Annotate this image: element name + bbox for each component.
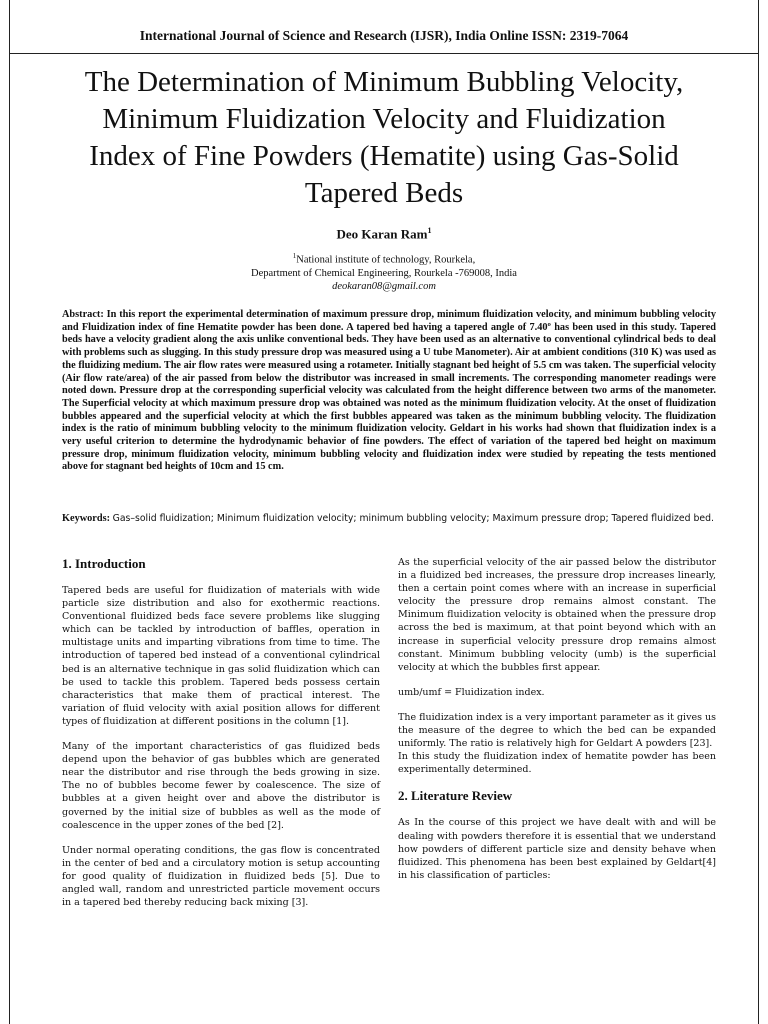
paragraph: In this study the fluidization index of hematite powder has been experimentally determined. <box>398 751 716 776</box>
paragraph: As the superficial velocity of the air passed below the distributor in a fluidized bed increases, the pressure drop increases linearly, then a certain point comes where with an increase in superficial velocity the pressure drop remains almost constant. The Minimum fluidization velocity is obtained when the pressure drop across the bed is maximum, at that point beyond which with an increase in superficial velocity pressure drop remains almost constant. Minimum bubbling velocity (umb) is the superficial velocity at which the bubbles first appear. <box>398 557 716 673</box>
title-line: Minimum Fluidization Velocity and Fluidization <box>102 103 666 135</box>
paper-title <box>30 64 738 212</box>
title-line: Tapered Beds <box>304 177 464 209</box>
affiliation-line-1: $^1$National institute of technology, Rourkela, <box>292 252 476 266</box>
left-column <box>62 556 380 921</box>
right-column <box>398 556 716 894</box>
page-border-left <box>9 0 10 1024</box>
paragraph: Under normal operating conditions, the gas flow is concentrated in the center of bed and a circulatory motion is setup accounting for good quality of fluidization in fluidized beds [5]. Due to angled wall, random and unrestricted particle movement occurs in a tapered bed thereby reducing back mixing [3]. <box>62 844 380 909</box>
paragraph: Tapered beds are useful for fluidization of materials with wide particle size distribution and also for exothermic reactions. Conventional fluidized beds face severe problems like slugging which can be tackled by introduction of baffles, operation in multistage units and imparting vibrations from time to time. The introduction of tapered bed instead of a conventional cylindrical bed is an alternative technique in gas solid fluidization which can be used to tackle this problem. Tapered beds possess certain characteristics that make them of practical interest. The variation of fluid velocity with axial position allows for different types of fluidization at different positions in the column [1]. <box>62 585 380 727</box>
abstract: Abstract: In this report the experimental determination of maximum pressure drop, minimum fluidization velocity, and minimum bubbling velocity and Fluidization index of fine Hematite powder has been done. A tapered bed having a tapered angle of 7.40º has been used in this study. Tapered beds have a velocity gradient along the axis unlike conventional beds. They have been used as an alternative to conventional cylindrical beds to deal with problems such as slugging. In this study pressure drop was measured using a U tube Manometer). Air at ambient conditions (310 K) was used as the fluidizing medium. The air flow rates were measured using a rotameter. Initially stagnant bed height of 5.5 cm was taken. The superficial velocity (Air flow rate/area) of the air passed from below the distributor was increased in small increments. The corresponding manometer readings were noted down. Pressure drop at the corresponding superficial velocity was calculated from the height difference between two arms of the manometer. The Superficial velocity at which maximum pressure drop was obtained was noted as the minimum fluidization velocity. At the onset of fluidization bubbles appeared and the superficial velocity at which the first bubbles appeared was taken as the minimum bubbling velocity. The fluidization index is the ratio of minimum bubbling velocity to the minimum fluidization velocity. Geldart in his works had shown that fluidization index is a very useful criterion to determine the hydrodynamic behavior of fine powders. The effect of variation of the tapered bed height on maximum pressure drop, minimum fluidization velocity, minimum bubbling velocity and fluidization index were studied by repeating the tests mentioned above for stagnant bed heights of 10cm and 15 cm. <box>62 309 716 473</box>
title-line: Index of Fine Powders (Hematite) using Gas-Solid <box>89 140 679 172</box>
author-email: deokaran08@gmail.com <box>332 280 436 292</box>
author-name: Deo Karan Ram <box>336 226 428 242</box>
affiliation-line-2: Department of Chemical Engineering, Rourkela -769008, India <box>251 267 517 279</box>
page-border-right <box>758 0 759 1024</box>
journal-header: International Journal of Science and Research (IJSR), India Online ISSN: 2319-7064 <box>139 28 629 43</box>
keywords-label: Keywords: <box>62 513 111 524</box>
section-heading-introduction: 1. Introduction <box>62 556 146 571</box>
formula-line: umb/umf = Fluidization index. <box>398 686 545 698</box>
affiliation-sup: 1 <box>292 252 297 260</box>
affiliation <box>10 250 758 293</box>
title-line: The Determination of Minimum Bubbling Velocity, <box>84 66 684 98</box>
section-heading-literature-review: 2. Literature Review <box>398 788 513 804</box>
paragraph: Many of the important characteristics of gas fluidized beds depend upon the behavior of gas bubbles which are generated near the distributor and rise through the beds growing in size. The no of bubbles become fewer by coalescence. The size of bubbles at a given height over and above the distributor is governed by the initial size of bubbles as well as the mode of coalescence in the upper zones of the bed [2]. <box>62 741 380 831</box>
author-sup: 1 <box>427 226 432 235</box>
paragraph: As In the course of this project we have dealt with and will be dealing with powders therefore it is essential that we understand how powders of different particle size and density behave when fluidized. This phenomena has been best explained by Geldart[4] in his classification of particles: <box>398 817 716 881</box>
author <box>10 226 758 242</box>
paragraph: The fluidization index is a very important parameter as it gives us the measure of the degree to which the bed can be expanded uniformly. The ratio is relatively high for Geldart A powders [23]. <box>398 711 716 750</box>
header-rule <box>10 53 758 54</box>
keywords-text: Gas–solid fluidization; Minimum fluidization velocity; minimum bubbling velocity; Maximum pressure drop; Tapered fluidized bed. <box>112 513 714 524</box>
keywords <box>62 513 716 526</box>
